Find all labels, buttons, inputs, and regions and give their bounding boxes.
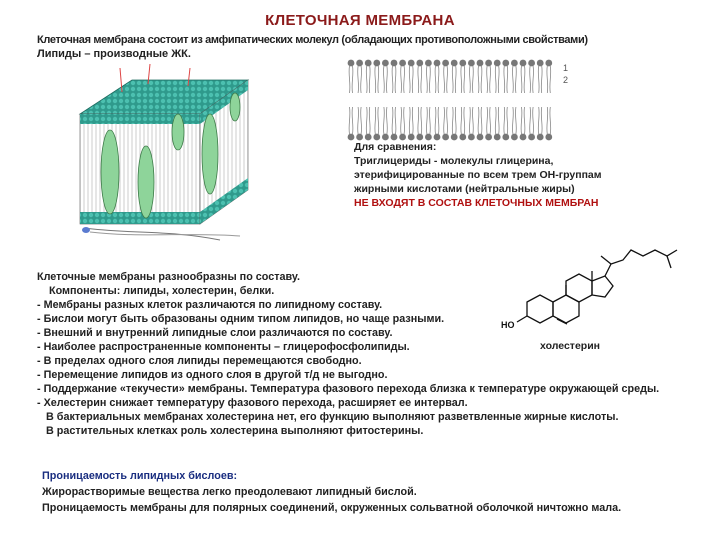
list-line-10: - Хелестерин снижает температуру фазового перехода, расширяет ее интервал. — [37, 397, 468, 409]
lipid-tail — [358, 66, 362, 93]
cytoskeleton-fiber-2 — [90, 232, 240, 236]
lipid-tail — [538, 66, 542, 93]
list-line-9: - Поддержание «текучести» мембраны. Температура фазового перехода близка к температуре окружающей среды. — [37, 383, 660, 395]
lipid-tail — [530, 107, 534, 134]
intro-line-1: Клеточная мембрана состоит из амфипатических молекул (обладающих противоположными свойствами) — [37, 34, 588, 46]
lipid-head — [365, 60, 372, 67]
protein-3 — [172, 114, 184, 150]
lipid-layer-diagram — [345, 55, 575, 145]
lipid-head — [425, 60, 432, 67]
lipid-tail — [426, 107, 430, 134]
lipid-head — [494, 60, 501, 67]
lipid-tail — [383, 66, 387, 93]
comparison-line-1: Триглицериды - молекулы глицерина, — [354, 155, 554, 167]
lipid-tail — [547, 66, 551, 93]
lipid-tail — [392, 66, 396, 93]
lipid-tail — [452, 107, 456, 134]
lipid-tail — [512, 107, 516, 134]
lipid-tail — [452, 66, 456, 93]
lipid-tail — [401, 66, 405, 93]
lipid-tail — [366, 66, 370, 93]
lipid-head — [356, 60, 363, 67]
cholesterol-label: холестерин — [540, 340, 600, 352]
list-line-11: В бактериальных мембранах холестерина нет, его функцию выполняют разветвленные жирные кислоты. — [37, 411, 619, 423]
lipid-tail — [409, 66, 413, 93]
side-chain-branch — [601, 256, 611, 264]
lipid-tail — [495, 107, 499, 134]
lipid-tail — [444, 107, 448, 134]
page-title: КЛЕТОЧНАЯ МЕМБРАНА — [265, 12, 455, 29]
lipid-head — [511, 60, 518, 67]
list-line-6: - Наиболее распространенные компоненты – глицерофосфолипиды. — [37, 341, 410, 353]
lipid-tail — [358, 107, 362, 134]
lipid-head — [537, 60, 544, 67]
lipid-tail — [418, 66, 422, 93]
lipid-tail — [504, 66, 508, 93]
lipid-head — [502, 60, 509, 67]
list-line-1: Клеточные мембраны разнообразны по составу. — [37, 271, 300, 283]
list-line-2: Компоненты: липиды, холестерин, белки. — [37, 285, 275, 297]
lipid-head — [477, 60, 484, 67]
composition-list — [37, 270, 697, 438]
permeability-block — [42, 468, 702, 516]
protein-1 — [101, 130, 119, 214]
lipid-row-top — [348, 60, 553, 93]
lipid-head — [545, 60, 552, 67]
lipid-tail — [469, 107, 473, 134]
protein-4 — [202, 114, 218, 194]
lipid-row-bottom — [348, 107, 553, 140]
comparison-block — [354, 140, 684, 210]
lipid-head — [408, 60, 415, 67]
list-line-12: В растительных клетках роль холестерина выполняют фитостерины. — [37, 425, 424, 437]
protein-2 — [138, 146, 154, 218]
lipid-tail — [409, 107, 413, 134]
comparison-line-2: этерифицированные по всем трем ОН-группам — [354, 169, 602, 181]
lipid-tail — [392, 107, 396, 134]
lipid-tail — [461, 66, 465, 93]
side-chain-end — [667, 256, 671, 268]
lipid-tail — [461, 107, 465, 134]
lipid-head — [451, 60, 458, 67]
lipid-tail — [530, 66, 534, 93]
permeability-line-1: Жирорастворимые вещества легко преодолевают липидный бислой. — [42, 486, 417, 498]
protein-5 — [230, 93, 240, 121]
lipid-tail — [375, 66, 379, 93]
list-line-5: - Внешний и внутренний липидные слои различаются по составу. — [37, 327, 393, 339]
permeability-line-2: Проницаемость мембраны для полярных соединений, окруженных сольватной оболочкой ничтожно мала. — [42, 502, 622, 514]
intro-line-2: Липиды – производные ЖК. — [37, 48, 191, 60]
lipid-tail — [418, 107, 422, 134]
lipid-tail — [538, 107, 542, 134]
cytoskeleton-fiber-1 — [84, 228, 220, 240]
lipid-tail — [349, 107, 353, 134]
list-line-3: - Мембраны разных клеток различаются по липидному составу. — [37, 299, 383, 311]
lipid-tail — [521, 66, 525, 93]
lipid-tail — [478, 107, 482, 134]
lipid-tail — [435, 66, 439, 93]
list-line-8: - Перемещение липидов из одного слоя в другой т/д не выгодно. — [37, 369, 388, 381]
lipid-tail — [444, 66, 448, 93]
lipid-tail — [495, 66, 499, 93]
lipid-label-1: 1 — [563, 63, 569, 73]
permeability-head: Проницаемость липидных бислоев: — [42, 470, 238, 482]
lipid-label-2: 2 — [563, 75, 569, 85]
ho-label: HO — [501, 320, 515, 330]
lipid-head — [485, 60, 492, 67]
lipid-tail — [375, 107, 379, 134]
fiber-end — [82, 227, 90, 233]
lipid-tail — [435, 107, 439, 134]
lipid-head — [442, 60, 449, 67]
lipid-head — [382, 60, 389, 67]
lipid-head — [434, 60, 441, 67]
comparison-head: Для сравнения: — [354, 141, 437, 153]
lipid-tail — [504, 107, 508, 134]
lipid-head — [416, 60, 423, 67]
lipid-tail — [426, 66, 430, 93]
list-line-7: - В пределах одного слоя липиды перемещаются свободно. — [37, 355, 362, 367]
comparison-note: НЕ ВХОДЯТ В СОСТАВ КЛЕТОЧНЫХ МЕМБРАН — [354, 197, 599, 209]
lipid-tail — [487, 66, 491, 93]
lipid-tail — [349, 66, 353, 93]
lipid-tail — [547, 107, 551, 134]
lipid-head — [520, 60, 527, 67]
lipid-head — [468, 60, 475, 67]
lipid-tail — [401, 107, 405, 134]
lipid-tail — [487, 107, 491, 134]
lipid-tail — [383, 107, 387, 134]
lipid-tail — [478, 66, 482, 93]
lipid-head — [373, 60, 380, 67]
lipid-head — [399, 60, 406, 67]
lipid-tail — [366, 107, 370, 134]
lipid-tail — [521, 107, 525, 134]
comparison-line-3: жирными кислотами (нейтральные жиры) — [354, 183, 575, 195]
lipid-tail — [469, 66, 473, 93]
membrane-diagram — [70, 62, 290, 242]
lipid-tail — [512, 66, 516, 93]
lipid-head — [348, 60, 355, 67]
list-line-4: - Бислои могут быть образованы одним типом липидов, но чаще разными. — [37, 313, 445, 325]
lipid-head — [459, 60, 466, 67]
lipid-head — [391, 60, 398, 67]
lipid-head — [528, 60, 535, 67]
membrane-front-bottom-layer — [80, 212, 200, 224]
